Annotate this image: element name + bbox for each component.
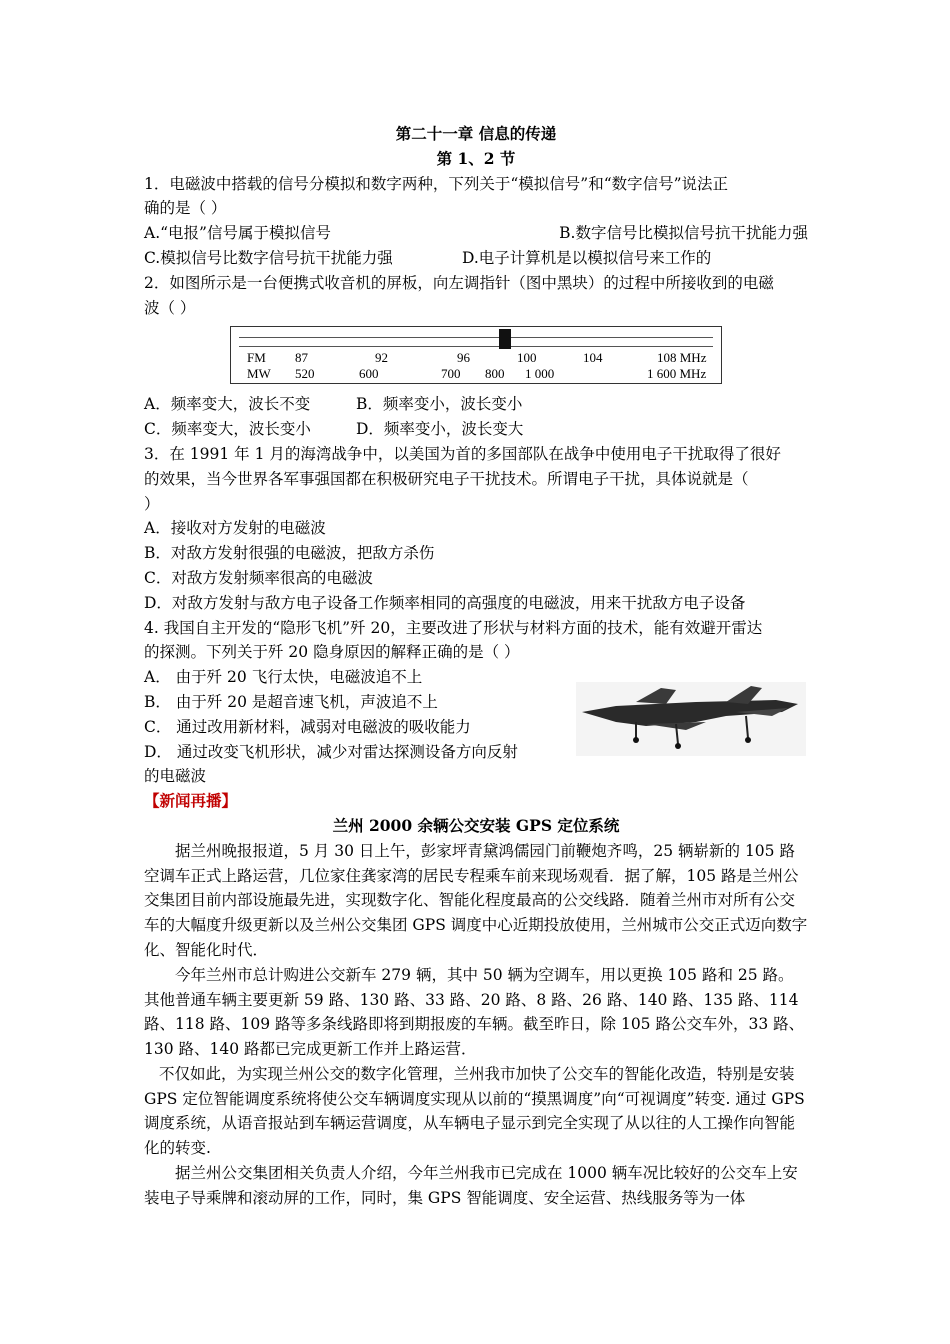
q3-stem-line3: ）: [144, 494, 160, 513]
tuner-track: [239, 337, 713, 347]
q2-option-a: A．频率变大，波长不变: [144, 395, 311, 414]
mw-label: MW: [247, 366, 271, 382]
q1-stem-line1: 1．电磁波中搭载的信号分模拟和数字两种，下列关于“模拟信号”和“数字信号”说法正: [144, 174, 729, 193]
q4-option-a: A． 由于歼 20 飞行太快，电磁波追不上: [144, 668, 423, 687]
q1-option-d: D.电子计算机是以模拟信号来工作的: [462, 248, 712, 267]
fm-tick: 96: [457, 350, 470, 366]
q4-option-b: B． 由于歼 20 是超音速飞机，声波追不上: [144, 692, 438, 711]
q2-options-row2: [144, 417, 808, 442]
q1-option-a: A.“电报”信号属于模拟信号: [144, 224, 331, 243]
tuner-pointer: [499, 329, 511, 349]
mw-tick: 1 600 MHz: [647, 366, 707, 382]
fm-tick: 100: [517, 350, 537, 366]
q2-options-row1: [144, 392, 808, 417]
q4-option-d-line2: 的电磁波: [144, 767, 207, 786]
q3-option-b: B．对敌方发射很强的电磁波，把敌方杀伤: [144, 544, 435, 563]
radio-tuner-figure: [230, 326, 722, 384]
q1-stem-line2: 确的是（ ）: [144, 199, 227, 218]
fm-label: FM: [247, 350, 266, 366]
chapter-title: 第二十一章 信息的传递: [395, 124, 557, 143]
document-page: [144, 122, 808, 1211]
q3-stem-line1: 3．在 1991 年 1 月的海湾战争中，以美国为首的多国部队在战争中使用电子干扰取得了很好: [144, 444, 781, 463]
q2-stem-line1: 2．如图所示是一台便携式收音机的屏板，向左调指针（图中黑块）的过程中所接收到的电磁: [144, 273, 774, 292]
q4-option-d-line1: D． 通过改变飞机形状，减少对雷达探测设备方向反射: [144, 742, 518, 761]
news-paragraph: 据兰州晚报报道，5 月 30 日上午，彭家坪青黛鸿儒园门前鞭炮齐鸣，25 辆崭新的 105 路空调车正式上路运营，几位家住龚家湾的居民专程乘车前来现场观看．据了解，105 路是兰州公交集团目前内部设施最先进，实现数字化、智能化程度最高的公交线路．随着兰州市对所有公交车的大幅度升级更新以及兰州公交集团 GPS 调度中心近期投放使用，兰州城市公交正式迈向数字化、智能化时代．: [144, 841, 808, 959]
news-paragraph: 据兰州公交集团相关负责人介绍，今年兰州我市已完成在 1000 辆车况比较好的公交车上安装电子导乘牌和滚动屏的工作，同时，集 GPS 智能调度、安全运营、热线服务等为一体: [144, 1164, 798, 1207]
mw-tick: 600: [359, 366, 379, 382]
q2-option-d: D．频率变小，波长变大: [356, 420, 524, 439]
fm-tick: 104: [583, 350, 603, 366]
section-title: 第 1、2 节: [436, 148, 516, 168]
fm-tick: 108 MHz: [657, 350, 707, 366]
q2-stem-line2: 波（ ）: [144, 298, 196, 317]
news-paragraph: 不仅如此，为实现兰州公交的数字化管理，兰州我市加快了公交车的智能化改造，特别是安装 GPS 定位智能调度系统将使公交车辆调度实现从以前的“摸黑调度”向“可视调度”转变. 通过 GPS 调度系统，从语音报站到车辆运营调度，从车辆电子显示到完全实现了从以往的人工操作向智能化的转变.: [144, 1064, 805, 1158]
stealth-jet-image: [576, 682, 806, 756]
q1-options-row1: [144, 221, 808, 246]
news-tag: 【新闻再播】: [144, 791, 238, 811]
q4-option-c: C． 通过改用新材料，减弱对电磁波的吸收能力: [144, 717, 471, 736]
q3-option-a: A．接收对方发射的电磁波: [144, 519, 326, 538]
fm-tick: 92: [375, 350, 388, 366]
q1-option-c: C.模拟信号比数字信号抗干扰能力强: [144, 248, 393, 267]
q2-option-c: C．频率变大，波长变小: [144, 420, 311, 439]
mw-tick: 1 000: [525, 366, 555, 382]
news-paragraph: 今年兰州市总计购进公交新车 279 辆，其中 50 辆为空调车，用以更换 105 路和 25 路。其他普通车辆主要更新 59 路、130 路、33 路、20 路、8 路、26 路、140 路、135 路、114 路、118 路、109 路等多条线路即将到期报废的车辆。截至昨日，除 105 路公交车外，33 路、130 路、140 路都已完成更新工作并上路运营．: [144, 965, 805, 1059]
mw-tick: 800: [485, 366, 505, 382]
q4-stem-line1: 4. 我国自主开发的“隐形飞机”歼 20，主要改进了形状与材料方面的技术，能有效避开雷达: [144, 618, 763, 637]
mw-tick: 700: [441, 366, 461, 382]
q3-stem-line2: 的效果，当今世界各军事强国都在积极研究电子干扰技术。所谓电子干扰，具体说就是（: [144, 469, 749, 488]
mw-tick: 520: [295, 366, 315, 382]
q2-option-b: B．频率变小，波长变小: [356, 395, 523, 414]
fm-tick: 87: [295, 350, 308, 366]
news-title: 兰州 2000 余辆公交安装 GPS 定位系统: [332, 815, 620, 835]
q3-option-c: C．对敌方发射频率很高的电磁波: [144, 568, 373, 587]
q3-option-d: D．对敌方发射与敌方电子设备工作频率相同的高强度的电磁波，用来干扰敌方电子设备: [144, 593, 746, 612]
q1-option-b: B.数字信号比模拟信号抗干扰能力强: [559, 224, 808, 243]
q4-stem-line2: 的探测。下列关于歼 20 隐身原因的解释正确的是（ ）: [144, 643, 520, 662]
q1-options-row2: [144, 246, 808, 271]
